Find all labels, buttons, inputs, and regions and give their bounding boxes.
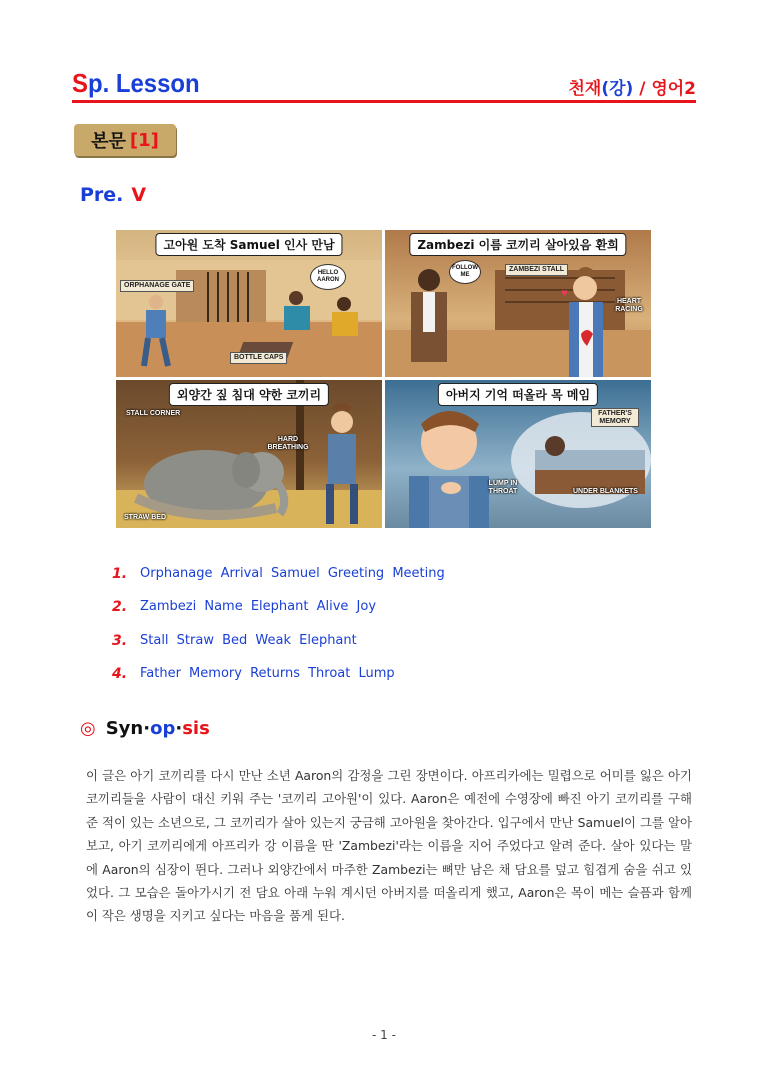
subject-label: 천재(강) / 영어2: [568, 79, 696, 99]
panel-1-label-caps: BOTTLE CAPS: [230, 352, 287, 364]
panel-2-label-heart: HEART RACING: [615, 298, 643, 313]
svg-text:♥: ♥: [561, 289, 569, 298]
synopsis-body: 이 글은 아기 코끼리를 다시 만난 소년 Aaron의 감정을 그린 장면이다. 아프리카에는 밀렵으로 어미를 잃은 아기 코끼리들을 사람이 대신 키워 주는 '코끼리 고아원'이 있다. Aaron은 예전에 수영장에 빠진 아기 코끼리를 구해 준 적이 있는 소년으로, 그 코끼리가 살아 있는지 궁금해 고아원을 찾아간다. 입구에서 만난 Samuel이 그를 알아보고, 아기 코끼리에게 아프리카 강 이름을 딴 'Zambezi'라는 이름을 지어 주었다고 알려 준다. 살아 있다는 말에 Aaron의 심장이 뛴다. 그러나 외양간에서 마주한 Zambezi는 뼈만 남은 채 담요를 덮고 힘겹게 숨을 쉬고 있었다. 그 모습은 돌아가시기 전 담요 아래 누워 계시던 아버지를 떠올리게 했고, Aaron은 목이 메는 슬픔과 함께 이 작은 생명을 지키고 싶다는 마음을 품게 된다.: [86, 768, 692, 924]
panel-father-memory: [385, 380, 651, 528]
panel-3-label-corner: STALL CORNER: [126, 410, 181, 417]
panel-4-caption: 아버지 기억 떠올라 목 메임: [438, 383, 598, 406]
section-number: [1]: [129, 129, 159, 151]
panel-weak-elephant: [116, 380, 382, 528]
section-badge: [74, 124, 176, 156]
story-illustration: [116, 230, 651, 528]
panel-2-speech-bubble: FOLLOW ME: [449, 260, 481, 284]
section-label: 본문: [91, 131, 126, 152]
panel-3-label-breathing: HARD BREATHING: [267, 436, 309, 451]
lesson-logo: Sp. Lesson: [72, 68, 200, 98]
bullseye-icon: ◎: [80, 718, 96, 739]
panel-3-caption: 외양간 짚 침대 약한 코끼리: [169, 383, 329, 406]
panel-2-label-stall: ZAMBEZI STALL: [505, 264, 568, 276]
panel-3-label-straw: STRAW BED: [124, 514, 166, 521]
panel-4-label-blankets: UNDER BLANKETS: [573, 488, 638, 495]
page-number: - 1 -: [372, 1028, 396, 1042]
prev-heading: Pre. V: [80, 184, 147, 206]
header-divider: [72, 100, 696, 103]
panel-4-label-memory: FATHER'S MEMORY: [591, 408, 639, 427]
panel-4-label-throat: LUMP IN THROAT: [488, 480, 518, 495]
panel-zambezi-name: [385, 230, 651, 377]
panel-1-caption: 고아원 도착 Samuel 인사 만남: [155, 233, 342, 256]
panel-orphanage-arrival: [116, 230, 382, 377]
panel-1-label-gate: ORPHANAGE GATE: [120, 280, 194, 292]
panel-2-caption: Zambezi 이름 코끼리 살아있음 환희: [409, 233, 626, 256]
panel-1-speech-bubble: HELLO AARON: [310, 264, 346, 290]
synopsis-heading: ◎ Syn·op·sis: [80, 718, 210, 739]
